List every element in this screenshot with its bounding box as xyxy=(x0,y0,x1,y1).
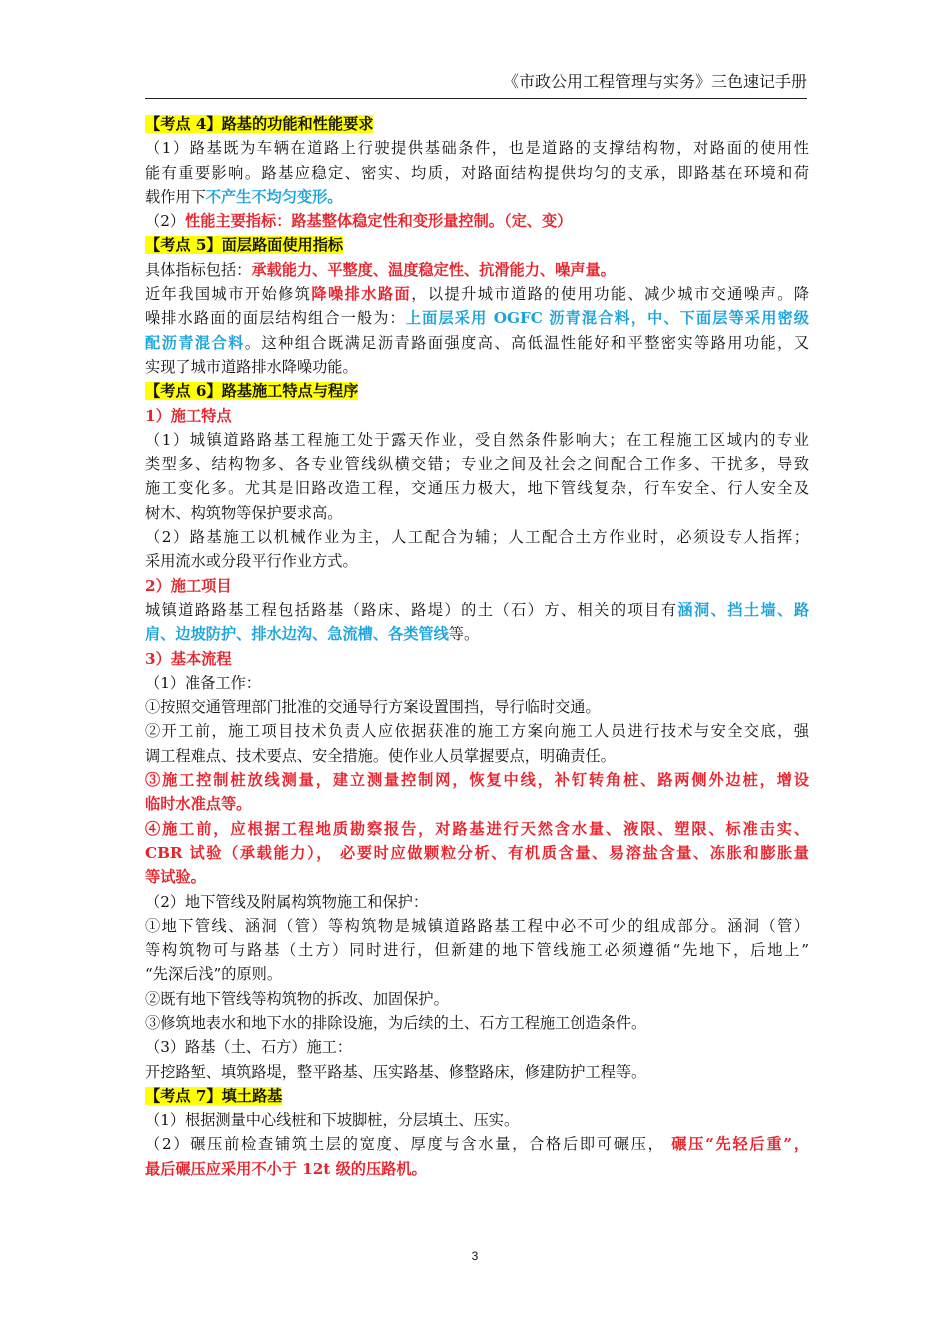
paragraph-line: 采用流水或分段平行作业方式。 xyxy=(145,552,358,571)
paragraph-line: 实现了城市道路排水降噪功能。 xyxy=(145,357,358,376)
page-header: 《市政公用工程管理与实务》三色速记手册 xyxy=(502,72,807,91)
paragraph-line: 等构筑物可与路基（土方）同时进行，但新建的地下管线施工必须遵循“先地下，后地上” xyxy=(145,941,809,960)
paragraph-line: （1）路基既为车辆在道路上行驶提供基础条件，也是道路的支撑结构物，对路面的使用性 xyxy=(145,139,809,158)
section-heading-k7: 【考点 7】填土路基 xyxy=(145,1086,283,1105)
paragraph-line: 城镇道路路基工程包括路基（路床、路堤）的土（石）方、相关的项目有涵洞、挡土墙、路 xyxy=(145,600,810,619)
paragraph-line: “先深后浅”的原则。 xyxy=(145,965,283,984)
paragraph-line: （2）地下管线及附属构筑物施工和保护： xyxy=(145,892,429,911)
subsection-heading: 2）施工项目 xyxy=(145,576,232,595)
paragraph-line: ①地下管线、涵洞（管）等构筑物是城镇道路路基工程中必不可少的组成部分。涵洞（管） xyxy=(145,916,809,935)
highlight-red-line: 最后碾压应采用不小于 12t 级的压路机。 xyxy=(145,1159,427,1178)
paragraph-line: ③修筑地表水和地下水的排除设施，为后续的土、石方工程施工创造条件。 xyxy=(145,1013,647,1032)
paragraph-line: （1）城镇道路路基工程施工处于露天作业，受自然条件影响大；在工程施工区域内的专业 xyxy=(145,430,809,449)
paragraph-line: 载作用下不产生不均匀变形。 xyxy=(145,187,343,206)
highlight-blue: 上面层采用 OGFC 沥青混合料，中、下面层等采用密级 xyxy=(405,309,809,328)
highlight-red-line: 临时水准点等。 xyxy=(145,795,252,814)
paragraph-line: （1）根据测量中心线桩和下坡脚桩，分层填土、压实。 xyxy=(145,1111,520,1130)
paragraph-line: 树木、构筑物等保护要求高。 xyxy=(145,503,343,522)
paragraph-line: （2）路基施工以机械作业为主，人工配合为辅；人工配合土方作业时，必须设专人指挥； xyxy=(145,528,809,547)
paragraph-line: 肩、边坡防护、排水边沟、急流槽、各类管线等。 xyxy=(145,625,480,644)
section-heading-k4: 【考点 4】路基的功能和性能要求 xyxy=(145,115,374,133)
section-heading-k5: 【考点 5】面层路面使用指标 xyxy=(145,236,344,255)
paragraph-line: （2）性能主要指标：路基整体稳定性和变形量控制。（定、变） xyxy=(145,212,573,231)
paragraph-line: 施工变化多。尤其是旧路改造工程，交通压力极大，地下管线复杂，行车安全、行人安全及 xyxy=(145,479,809,498)
highlight-red-line: CBR 试验（承载能力）， 必要时应做颗粒分析、有机质含量、易溶盐含量、冻胀和膨胀量 xyxy=(145,843,809,862)
highlight-red-line: ④施工前，应根据工程地质勘察报告，对路基进行天然含水量、液限、塑限、标准击实、 xyxy=(145,819,809,838)
paragraph-line: 噪排水路面的面层结构组合一般为：上面层采用 OGFC 沥青混合料，中、下面层等采用密级 xyxy=(145,309,809,328)
highlight-red: 降噪排水路面 xyxy=(311,285,412,304)
highlight-blue: 肩、边坡防护、排水边沟、急流槽、各类管线 xyxy=(145,625,449,644)
subsection-heading: 1）施工特点 xyxy=(145,406,232,425)
paragraph-line: （3）路基（土、石方）施工： xyxy=(145,1038,353,1057)
highlight-blue: 不产生不均匀变形。 xyxy=(205,187,343,206)
highlight-red-line: ③施工控制桩放线测量，建立测量控制网，恢复中线，补钉转角桩、路两侧外边桩，增设 xyxy=(145,771,809,790)
paragraph-line: 调工程难点、技术要点、安全措施。使作业人员掌握要点，明确责任。 xyxy=(145,746,616,765)
page-number: 3 xyxy=(471,1249,479,1263)
paragraph-line: （2）碾压前检查铺筑土层的宽度、厚度与含水量，合格后即可碾压， 碾压“先轻后重”， xyxy=(145,1135,809,1154)
header-rule xyxy=(145,98,807,99)
highlight-blue: 配沥青混合料 xyxy=(145,333,245,352)
highlight-blue: 涵洞、挡土墙、路 xyxy=(677,600,810,619)
section-heading-k6: 【考点 6】路基施工特点与程序 xyxy=(145,382,359,401)
paragraph-line: ②开工前，施工项目技术负责人应依据获准的施工方案向施工人员进行技术与安全交底，强 xyxy=(145,722,809,741)
highlight-red: 碾压“先轻后重”， xyxy=(671,1135,809,1154)
highlight-red-line: 等试验。 xyxy=(145,868,206,887)
paragraph-line: 配沥青混合料。这种组合既满足沥青路面强度高、高低温性能好和平整密实等路用功能，又 xyxy=(145,333,810,352)
paragraph-line: ②既有地下管线等构筑物的拆改、加固保护。 xyxy=(145,989,449,1008)
subsection-heading: 3）基本流程 xyxy=(145,649,232,668)
highlight-red: 性能主要指标：路基整体稳定性和变形量控制。（定、变） xyxy=(185,212,573,231)
paragraph-line: 能有重要影响。路基应稳定、密实、均质，对路面结构提供均匀的支承，即路基在环境和荷 xyxy=(145,163,809,182)
paragraph-line: 近年我国城市开始修筑降噪排水路面，以提升城市道路的使用功能、减少城市交通噪声。降 xyxy=(145,285,810,304)
paragraph-line: 开挖路堑、填筑路堤，整平路基、压实路基、修整路床，修建防护工程等。 xyxy=(145,1062,647,1081)
highlight-red: 承载能力、平整度、温度稳定性、抗滑能力、噪声量。 xyxy=(251,260,616,279)
paragraph-line: 具体指标包括：承载能力、平整度、温度稳定性、抗滑能力、噪声量。 xyxy=(145,260,616,279)
paragraph-line: （1）准备工作： xyxy=(145,673,261,692)
document-body xyxy=(145,112,809,1181)
paragraph-line: ①按照交通管理部门批准的交通导行方案设置围挡，导行临时交通。 xyxy=(145,698,601,717)
paragraph-line: 类型多、结构物多、各专业管线纵横交错；专业之间及社会之间配合工作多、干扰多，导致 xyxy=(145,455,809,474)
